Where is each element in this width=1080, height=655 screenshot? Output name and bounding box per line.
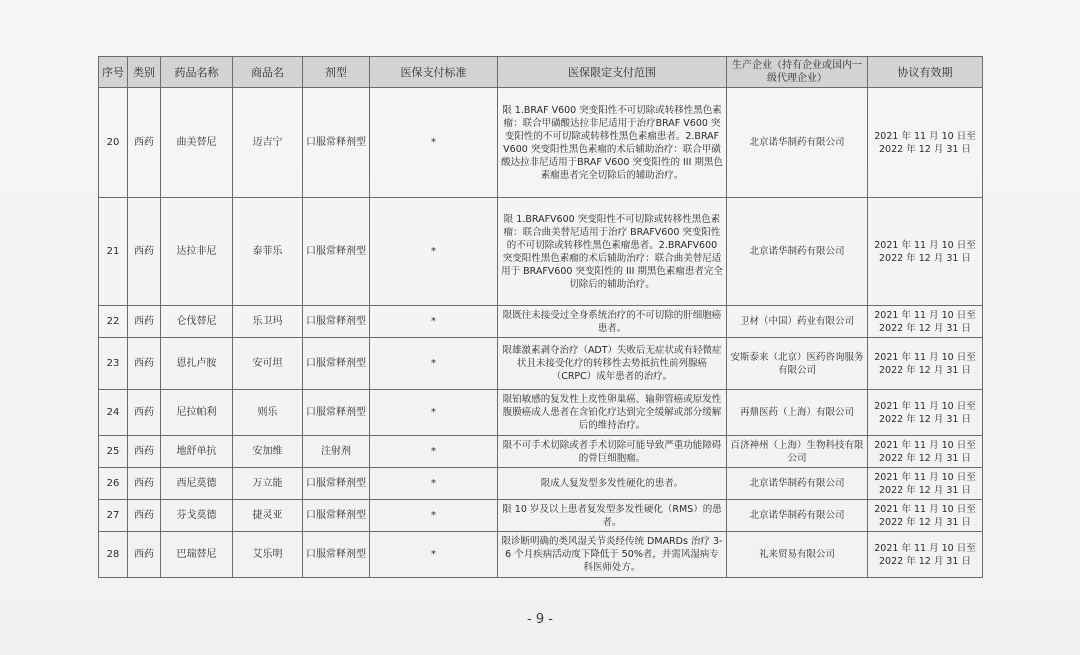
header-scope: 医保限定支付范围 (498, 57, 727, 88)
row-scope: 限成人复发型多发性硬化的患者。 (498, 468, 727, 500)
row-scope: 限 10 岁及以上患者复发型多发性硬化（RMS）的患者。 (498, 500, 727, 532)
row-drug-name: 尼拉帕利 (161, 390, 233, 436)
row-drug-name: 芬戈莫德 (161, 500, 233, 532)
row-payment-standard: * (370, 390, 498, 436)
header-dosage-form: 剂型 (303, 57, 370, 88)
row-payment-standard: * (370, 338, 498, 390)
row-category: 西药 (128, 436, 161, 468)
drug-table (98, 56, 983, 578)
row-dosage-form: 口服常释剂型 (303, 198, 370, 306)
row-drug-name: 仑伐替尼 (161, 306, 233, 338)
header-brand-name: 商品名 (233, 57, 303, 88)
header-manufacturer: 生产企业（持有企业或国内一级代理企业） (727, 57, 868, 88)
row-seq: 22 (99, 306, 128, 338)
row-validity: 2021 年 11 月 10 日至 2022 年 12 月 31 日 (868, 390, 983, 436)
row-seq: 27 (99, 500, 128, 532)
row-scope: 限 1.BRAF V600 突变阳性不可切除或转移性黑色素瘤：联合甲磺酸达拉非尼适用于治疗BRAF V600 突变阳性的不可切除或转移性黑色素瘤患者。2.BRAF V600 突变阳性黑色素瘤的术后辅助治疗：联合甲磺酸达拉非尼适用于BRAF V600 突变阳性的 III 期黑色素瘤患者完全切除后的辅助治疗。 (498, 88, 727, 198)
row-validity: 2021 年 11 月 10 日至 2022 年 12 月 31 日 (868, 88, 983, 198)
row-category: 西药 (128, 198, 161, 306)
row-category: 西药 (128, 306, 161, 338)
row-scope: 限 1.BRAFV600 突变阳性不可切除或转移性黑色素瘤：联合曲美替尼适用于治疗 BRAFV600 突变阳性的不可切除或转移性黑色素瘤患者。2.BRAFV600 突变阳性黑色素瘤的术后辅助治疗：联合曲美替尼适用于 BRAFV600 突变阳性的 III 期黑色素瘤患者完全切除后的辅助治疗。 (498, 198, 727, 306)
row-manufacturer: 北京诺华制药有限公司 (727, 500, 868, 532)
row-brand-name: 乐卫玛 (233, 306, 303, 338)
row-drug-name: 达拉非尼 (161, 198, 233, 306)
row-drug-name: 曲美替尼 (161, 88, 233, 198)
row-manufacturer: 卫材（中国）药业有限公司 (727, 306, 868, 338)
row-brand-name: 捷灵亚 (233, 500, 303, 532)
row-validity: 2021 年 11 月 10 日至 2022 年 12 月 31 日 (868, 306, 983, 338)
row-scope: 限雄激素剥夺治疗（ADT）失败后无症状或有轻微症状且未接受化疗的转移性去势抵抗性前列腺癌（CRPC）成年患者的治疗。 (498, 338, 727, 390)
row-brand-name: 安加维 (233, 436, 303, 468)
row-manufacturer: 百济神州（上海）生物科技有限公司 (727, 436, 868, 468)
row-scope: 限不可手术切除或者手术切除可能导致严重功能障碍的骨巨细胞瘤。 (498, 436, 727, 468)
row-payment-standard: * (370, 88, 498, 198)
row-drug-name: 西尼莫德 (161, 468, 233, 500)
header-seq: 序号 (99, 57, 128, 88)
row-category: 西药 (128, 390, 161, 436)
row-validity: 2021 年 11 月 10 日至 2022 年 12 月 31 日 (868, 532, 983, 578)
row-drug-name: 巴瑞替尼 (161, 532, 233, 578)
table-body (99, 88, 983, 578)
row-brand-name: 泰菲乐 (233, 198, 303, 306)
row-validity: 2021 年 11 月 10 日至 2022 年 12 月 31 日 (868, 198, 983, 306)
row-scope: 限铂敏感的复发性上皮性卵巢癌、输卵管癌或原发性腹膜癌成人患者在含铂化疗达到完全缓解或部分缓解后的维持治疗。 (498, 390, 727, 436)
row-validity: 2021 年 11 月 10 日至 2022 年 12 月 31 日 (868, 436, 983, 468)
header-drug-name: 药品名称 (161, 57, 233, 88)
header-category: 类别 (128, 57, 161, 88)
row-category: 西药 (128, 338, 161, 390)
row-dosage-form: 口服常释剂型 (303, 390, 370, 436)
row-payment-standard: * (370, 198, 498, 306)
row-drug-name: 地舒单抗 (161, 436, 233, 468)
table-row (99, 500, 983, 532)
row-drug-name: 恩扎卢胺 (161, 338, 233, 390)
row-manufacturer: 礼来贸易有限公司 (727, 532, 868, 578)
page-number: - 9 - (527, 612, 553, 627)
table-row (99, 338, 983, 390)
header-validity: 协议有效期 (868, 57, 983, 88)
row-dosage-form: 口服常释剂型 (303, 306, 370, 338)
row-scope: 限既往未接受过全身系统治疗的不可切除的肝细胞癌患者。 (498, 306, 727, 338)
table-row (99, 468, 983, 500)
row-dosage-form: 口服常释剂型 (303, 500, 370, 532)
table-row (99, 436, 983, 468)
row-brand-name: 万立能 (233, 468, 303, 500)
row-validity: 2021 年 11 月 10 日至 2022 年 12 月 31 日 (868, 500, 983, 532)
row-category: 西药 (128, 88, 161, 198)
row-manufacturer: 再鼎医药（上海）有限公司 (727, 390, 868, 436)
table-row (99, 532, 983, 578)
row-payment-standard: * (370, 436, 498, 468)
row-seq: 25 (99, 436, 128, 468)
row-seq: 28 (99, 532, 128, 578)
table-row (99, 88, 983, 198)
row-validity: 2021 年 11 月 10 日至 2022 年 12 月 31 日 (868, 338, 983, 390)
row-payment-standard: * (370, 500, 498, 532)
table-row (99, 306, 983, 338)
row-payment-standard: * (370, 468, 498, 500)
row-validity: 2021 年 11 月 10 日至 2022 年 12 月 31 日 (868, 468, 983, 500)
row-category: 西药 (128, 532, 161, 578)
row-manufacturer: 北京诺华制药有限公司 (727, 88, 868, 198)
row-dosage-form: 口服常释剂型 (303, 338, 370, 390)
row-seq: 23 (99, 338, 128, 390)
row-manufacturer: 北京诺华制药有限公司 (727, 198, 868, 306)
row-seq: 26 (99, 468, 128, 500)
row-dosage-form: 口服常释剂型 (303, 88, 370, 198)
table-row (99, 198, 983, 306)
row-dosage-form: 口服常释剂型 (303, 532, 370, 578)
row-brand-name: 安可坦 (233, 338, 303, 390)
row-manufacturer: 安斯泰来（北京）医药咨询服务有限公司 (727, 338, 868, 390)
row-brand-name: 迈吉宁 (233, 88, 303, 198)
row-brand-name: 则乐 (233, 390, 303, 436)
row-category: 西药 (128, 500, 161, 532)
row-scope: 限诊断明确的类风湿关节炎经传统 DMARDs 治疗 3-6 个月疾病活动度下降低于 50%者，并需风湿病专科医师处方。 (498, 532, 727, 578)
row-seq: 24 (99, 390, 128, 436)
row-dosage-form: 注射剂 (303, 436, 370, 468)
row-payment-standard: * (370, 306, 498, 338)
row-brand-name: 艾乐明 (233, 532, 303, 578)
row-dosage-form: 口服常释剂型 (303, 468, 370, 500)
row-seq: 20 (99, 88, 128, 198)
header-payment-standard: 医保支付标准 (370, 57, 498, 88)
row-category: 西药 (128, 468, 161, 500)
row-payment-standard: * (370, 532, 498, 578)
table-row (99, 390, 983, 436)
row-manufacturer: 北京诺华制药有限公司 (727, 468, 868, 500)
row-seq: 21 (99, 198, 128, 306)
table-header-row (99, 57, 983, 88)
